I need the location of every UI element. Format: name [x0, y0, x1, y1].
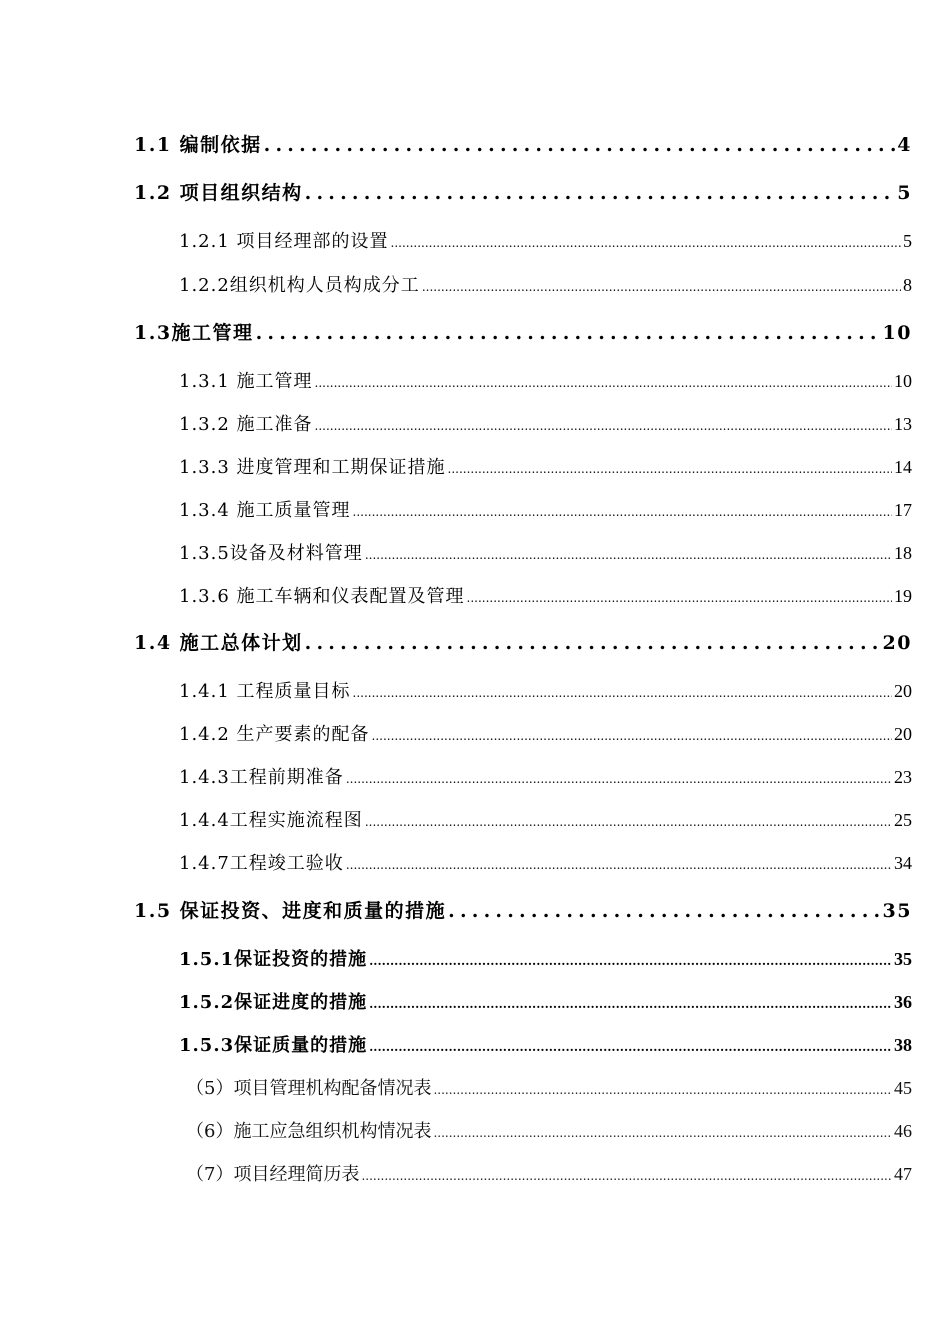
toc-entry-page: 14 — [894, 457, 912, 477]
toc-leader-dots — [264, 134, 896, 156]
toc-leader-dots — [369, 1035, 892, 1056]
toc-entry-page: 20 — [894, 724, 912, 744]
toc-entry-page: 35 — [882, 900, 912, 922]
toc-entry-page: 10 — [882, 322, 912, 344]
toc-entry-label: 1.3.5设备及材料管理 — [179, 543, 363, 564]
toc-entry-label: 1.3.6 施工车辆和仪表配置及管理 — [179, 586, 465, 607]
toc-entry[interactable] — [179, 582, 912, 608]
toc-leader-dots — [353, 500, 892, 521]
toc-leader-dots — [365, 543, 892, 564]
toc-leader-dots — [305, 632, 881, 654]
toc-leader-dots — [369, 992, 892, 1013]
toc-entry-label: （7）项目经理简历表 — [186, 1164, 360, 1185]
toc-entry[interactable] — [179, 453, 912, 479]
toc-entry[interactable] — [134, 896, 912, 923]
toc-entry-page: 46 — [894, 1121, 912, 1141]
toc-entry-label: 1.4.1 工程质量目标 — [179, 681, 351, 702]
toc-leader-dots — [361, 1164, 892, 1185]
toc-entry[interactable] — [179, 271, 912, 297]
toc-leader-dots — [467, 586, 892, 607]
toc-leader-dots — [353, 681, 892, 702]
toc-entry[interactable] — [134, 628, 912, 655]
toc-leader-dots — [433, 1121, 892, 1142]
toc-entry[interactable] — [179, 539, 912, 565]
toc-entry-page: 20 — [882, 632, 912, 654]
toc-entry-label: 1.3.3 进度管理和工期保证措施 — [179, 457, 446, 478]
toc-entry[interactable] — [179, 945, 912, 971]
toc-entry-label: 1.4.4工程实施流程图 — [179, 810, 363, 831]
toc-entry-page: 38 — [894, 1035, 912, 1055]
toc-entry[interactable] — [179, 677, 912, 703]
toc-entry[interactable] — [179, 496, 912, 522]
toc-entry-page: 45 — [894, 1078, 912, 1098]
toc-leader-dots — [305, 182, 896, 204]
toc-entry-page: 47 — [894, 1164, 912, 1184]
toc-leader-dots — [422, 275, 901, 296]
toc-entry-page: 5 — [903, 231, 912, 251]
toc-entry-page: 18 — [894, 543, 912, 563]
toc-entry-page: 10 — [894, 371, 912, 391]
toc-entry[interactable] — [134, 318, 912, 345]
toc-entry-page: 20 — [894, 681, 912, 701]
toc-entry-label: 1.4.7工程竣工验收 — [179, 853, 344, 874]
toc-entry[interactable] — [179, 988, 912, 1014]
toc-entry[interactable] — [179, 806, 912, 832]
toc-leader-dots — [448, 457, 892, 478]
toc-entry-label: 1.1 编制依据 — [134, 134, 262, 156]
toc-entry-label: 1.4 施工总体计划 — [134, 632, 303, 654]
toc-leader-dots — [369, 949, 892, 970]
toc-entry-label: 1.3施工管理 — [134, 322, 254, 344]
toc-entry[interactable] — [134, 130, 912, 157]
toc-leader-dots — [256, 322, 881, 344]
toc-entry-page: 5 — [897, 182, 912, 204]
toc-entry-page: 34 — [894, 853, 912, 873]
toc-leader-dots — [448, 900, 880, 922]
toc-entry-label: 1.5 保证投资、进度和质量的措施 — [134, 900, 447, 922]
toc-entry-page: 8 — [903, 275, 912, 295]
toc-entry-label: 1.2 项目组织结构 — [134, 182, 303, 204]
toc-entry-page: 17 — [894, 500, 912, 520]
toc-entry-label: （6）施工应急组织机构情况表 — [186, 1121, 432, 1142]
toc-entry-label: 1.5.1保证投资的措施 — [179, 949, 368, 970]
toc-entry-page: 13 — [894, 414, 912, 434]
toc-leader-dots — [315, 414, 892, 435]
toc-entry[interactable] — [186, 1074, 912, 1100]
toc-entry-label: 1.2.2组织机构人员构成分工 — [179, 275, 420, 296]
toc-entry-label: 1.4.2 生产要素的配备 — [179, 724, 370, 745]
toc-entry-page: 35 — [894, 949, 912, 969]
toc-entry-page: 25 — [894, 810, 912, 830]
toc-entry[interactable] — [134, 178, 912, 205]
toc-entry[interactable] — [179, 763, 912, 789]
toc-leader-dots — [391, 231, 901, 252]
toc-entry[interactable] — [186, 1160, 912, 1186]
toc-entry[interactable] — [179, 367, 912, 393]
toc-entry[interactable] — [179, 849, 912, 875]
toc-entry-page: 23 — [894, 767, 912, 787]
toc-leader-dots — [346, 767, 892, 788]
toc-entry[interactable] — [179, 410, 912, 436]
toc-entry-page: 19 — [894, 586, 912, 606]
toc-entry-label: 1.4.3工程前期准备 — [179, 767, 344, 788]
toc-entry-label: 1.2.1 项目经理部的设置 — [179, 231, 389, 252]
toc-leader-dots — [346, 853, 892, 874]
toc-entry-page: 4 — [897, 134, 912, 156]
toc-entry[interactable] — [186, 1117, 912, 1143]
toc-leader-dots — [365, 810, 892, 831]
toc-entry[interactable] — [179, 227, 912, 253]
toc-entry[interactable] — [179, 1031, 912, 1057]
toc-entry-label: 1.5.3保证质量的措施 — [179, 1035, 368, 1056]
toc-entry-label: 1.3.1 施工管理 — [179, 371, 313, 392]
toc-leader-dots — [372, 724, 892, 745]
toc-leader-dots — [433, 1078, 892, 1099]
toc-entry[interactable] — [179, 720, 912, 746]
toc-entry-label: 1.3.2 施工准备 — [179, 414, 313, 435]
toc-leader-dots — [315, 371, 892, 392]
toc-entry-label: （5）项目管理机构配备情况表 — [186, 1078, 432, 1099]
toc-entry-label: 1.3.4 施工质量管理 — [179, 500, 351, 521]
toc-entry-page: 36 — [894, 992, 912, 1012]
toc-entry-label: 1.5.2保证进度的措施 — [179, 992, 368, 1013]
